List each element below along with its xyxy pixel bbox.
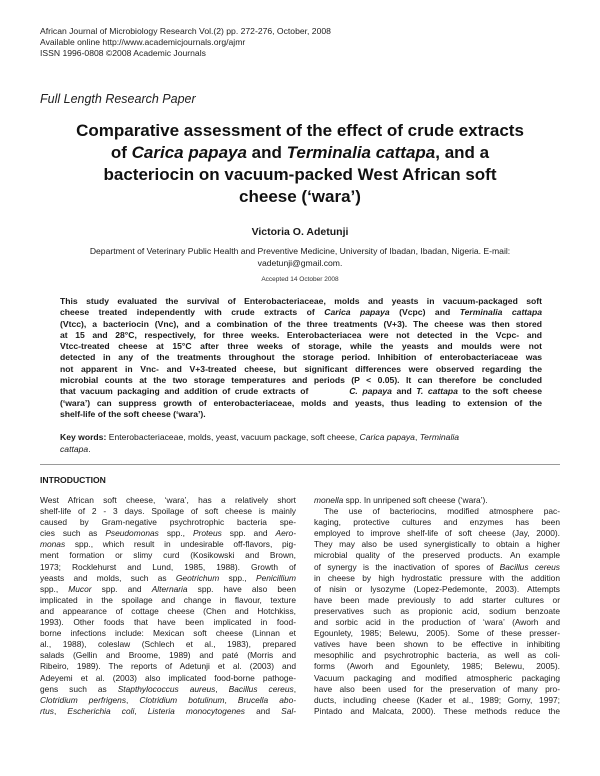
journal-citation: African Journal of Microbiology Research Vol.(2) pp. 272-276, October, 2008 (40, 26, 331, 36)
species-name: Terminalia cattapa (286, 143, 436, 162)
issn-line: ISSN 1996-0808 ©2008 Academic Journals (40, 48, 206, 58)
species-name: Carica papaya (131, 143, 247, 162)
section-divider (40, 464, 560, 465)
title-line: cheese (‘wara’) (239, 187, 361, 206)
author-name: Victoria O. Adetunji (251, 226, 349, 238)
paper-title (60, 120, 540, 208)
title-line: Comparative assessment of the effect of crude extracts (76, 121, 524, 140)
keywords-label: Key words: (60, 432, 107, 442)
availability-line: Available online http://www.academicjournals.org/ajmr (40, 37, 246, 47)
author-email[interactable]: vadetunji@gmail.com. (257, 257, 343, 268)
accepted-date: Accepted 14 October 2008 (261, 276, 339, 283)
title-line: of Carica papaya and Terminalia cattapa, and a (110, 143, 490, 162)
section-heading-introduction: INTRODUCTION (40, 475, 106, 485)
keywords: Key words: Enterobacteriaceae, molds, yeast, vacuum package, soft cheese, Carica papaya, Terminalia cattapa. (60, 432, 460, 454)
paper-type: Full Length Research Paper (40, 92, 196, 106)
abstract: This study evaluated the survival of Enterobacteriaceae, molds and yeasts in vacuum-packaged soft cheese treated independently with crude extracts of Carica papaya (Vcpc) and Terminalia cattapa (Vtcc), a bacteriocin (Vnc), and a combination of the three treatments (V+3). The cheese was then stored at 15 and 28°C, respectively, for three weeks. Enterobacteriacea were not detected in the Vcpc- and Vtcc-treated cheese at 15°C after three weeks of storage, while the yeasts and moulds were not detected in any of the treatments throughout the storage period. Inhibition of enterobacteriaceae was not apparent in Vnc- and V+3-treated cheese, but significant differences were observed regarding the microbial counts at the two storage temperatures and periods (P < 0.05). It can therefore be concluded that vacuum packaging and addition of crude extracts of C. papaya and T. cattapa to the soft cheese (‘wara’) can suppress growth of enterobacteriaceae, molds and yeasts, thus leading to extension of the shelf-life of the soft cheese (‘wara’). (60, 296, 542, 419)
body-column-left: West African soft cheese, ‘wara’, has a relatively short shelf-life of 2 - 3 days. Spoilage of soft cheese is mainly caused by Gram-negative psychrotrophic bacteria spe- cies such as Pseudomonas spp., Proteus spp. and Aero- monas spp., which result in undesirable off-flavors, pig- ment formation or slimy curd (Kosikowski and Brown, 1973; Rocklehurst and Lund, 1985, 1988). Growth of yeasts and molds, such as Geotrichum spp., Penicillium spp., Mucor spp. and Alternaria spp. have also been implicated in the spoilage and change in flavour, texture and appearance of cottage cheese (Chen and Hotchkiss, 1993). Other foods that have been implicated in food- borne infections include: Mexican soft cheese (Linnan et al., 1988), coleslaw (Schlech et al., 1983), prepared salads (Gellin and Broome, 1989) and paté (Morris and Ribeiro, 1989). The reports of Adetunji et al. (2003) and Adeyemi et al. (2003) also implicated food-borne pathoge- gens such as Stapthylococcus aureus, Bacillus cereus, Clotridium perfrigens, Clotridium botulinum, Brucella abo- rtus, Escherichia coli, Listeria monocytogenes and Sal- (40, 495, 297, 716)
journal-header (40, 26, 331, 59)
body-column-right: monella spp. In unripened soft cheese (‘wara’). The use of bacteriocins, modified atmosphere pac- kaging, protective cultures and enzymes has been employed to improve shelf-life of soft cheese (Jay, 2000). They may also be used synergistically to obtain a higher microbial quality of the preserved products. An example of synergy is the inactivation of spores of Bacillus cereus in cheese by high hydrostatic pressure with the addition of nisin or lysozyme (Lopez-Pedemonte, 2003). Attempts have been made previously to add starter cultures or preservatives such as propionic acid, sodium benzoate and sorbic acid in the production of ‘wara’ (Aworh and Egounlety, 1985; Belewu, 2005). Some of these presser- vatives have been shown to be effective in inhibiting mesophilic and psychrotrophic bacteria, as well as coli- forms (Aworh and Egounlety, 1985; Belewu, 2005). Vacuum packaging and modified atmospheric packaging have also been used for the preservation of many pro- ducts, including cheese (Kader et al., 1989; Gorny, 1997; Pintado and Malcata, 2000). These methods reduce the (314, 495, 560, 716)
author-affiliation: Department of Veterinary Public Health and Preventive Medicine, University of Ibadan, Ibadan, Nigeria. E-mail: vadetunji@gmail.com. (60, 246, 540, 269)
title-line: bacteriocin on vacuum-packed West African soft (103, 165, 497, 184)
